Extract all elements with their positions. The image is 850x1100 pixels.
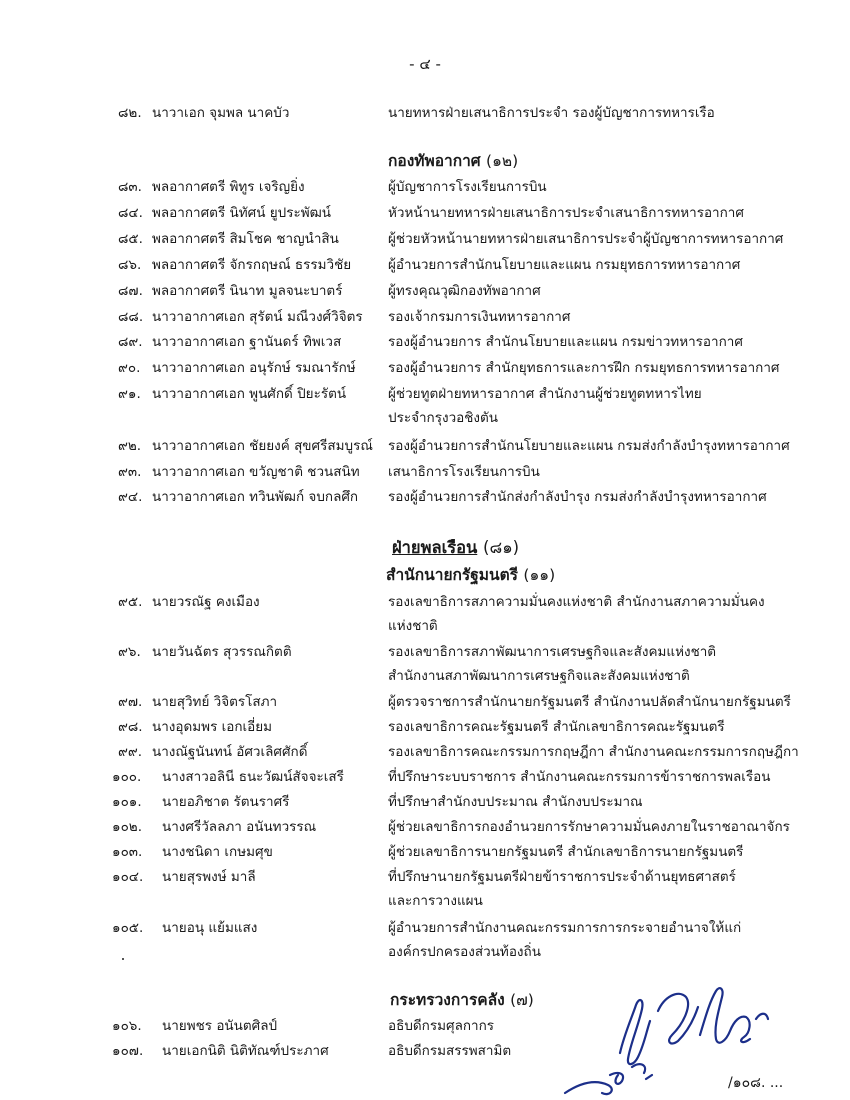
item-number: ๙๖. (118, 644, 141, 660)
position-title: ผู้อำนวยการสำนักงานคณะกรรมการการกระจายอำนาจให้แก่ (388, 920, 742, 936)
person-name: นายวันฉัตร สุวรรณกิตติ (152, 644, 292, 660)
position-title-continued: ประจำกรุงวอชิงตัน (388, 410, 499, 426)
item-number: ๑๐๒. (112, 819, 142, 835)
person-name: นายสุวิทย์ วิจิตรโสภา (152, 694, 278, 710)
next-page-marker: /๑๐๘. ... (728, 1075, 784, 1091)
section-title: สำนักนายกรัฐมนตรี (386, 566, 518, 584)
section-title: ฝ่ายพลเรือน (392, 538, 478, 557)
section-count: (๘๑) (483, 538, 520, 557)
person-name: นาวาอากาศเอก พูนศักดิ์ ปิยะรัตน์ (152, 386, 347, 402)
person-name: พลอากาศตรี นินาท มูลจนะบาตร์ (152, 283, 343, 299)
position-title: ผู้ทรงคุณวุฒิกองทัพอากาศ (388, 283, 541, 299)
section-title: กระทรวงการคลัง (390, 991, 505, 1009)
position-title: อธิบดีกรมสรรพสามิต (388, 1043, 512, 1059)
position-title: รองเลขาธิการสภาพัฒนาการเศรษฐกิจและสังคมแห่งชาติ (388, 644, 717, 660)
section-count: (๑๒) (486, 152, 519, 170)
section-count: (๗) (510, 991, 534, 1009)
item-number: ๑๐๖. (112, 1018, 142, 1034)
item-number: ๙๘. (118, 719, 143, 735)
item-number: ๙๓. (118, 464, 142, 480)
item-number: ๙๔. (118, 489, 143, 505)
position-title: รองเลขาธิการคณะรัฐมนตรี สำนักเลขาธิการคณะรัฐมนตรี (388, 719, 725, 735)
section-count: (๑๑) (523, 566, 556, 584)
section-title: กองทัพอากาศ (388, 152, 481, 170)
item-number: ๙๗. (118, 694, 143, 710)
position-title: รองเลขาธิการคณะกรรมการกฤษฎีกา สำนักงานคณะกรรมการกฤษฎีกา (388, 744, 799, 760)
person-name: นางอุดมพร เอกเอี่ยม (152, 719, 273, 735)
position-title: ผู้ช่วยเลขาธิการกองอำนวยการรักษาความมั่นคงภายในราชอาณาจักร (388, 819, 790, 835)
position-title: ที่ปรึกษาระบบราชการ สำนักงานคณะกรรมการข้าราชการพลเรือน (388, 769, 771, 785)
position-title: ที่ปรึกษานายกรัฐมนตรีฝ่ายข้าราชการประจำด้านยุทธศาสตร์ (388, 869, 736, 885)
position-title: ผู้ตรวจราชการสำนักนายกรัฐมนตรี สำนักงานปลัดสำนักนายกรัฐมนตรี (388, 694, 791, 710)
item-number: ๑๐๔. (112, 869, 144, 885)
position-title: รองผู้อำนวยการสำนักส่งกำลังบำรุง กรมส่งกำลังบำรุงทหารอากาศ (388, 489, 767, 505)
position-title-continued: สำนักงานสภาพัฒนาการเศรษฐกิจและสังคมแห่งชาติ (388, 668, 690, 684)
page-number: - ๔ - (409, 55, 441, 73)
item-number: ๙๑. (118, 386, 141, 402)
item-number: ๑๐๗. (112, 1043, 144, 1059)
item-number: ๙๒. (118, 438, 142, 454)
person-name: นาวาอากาศเอก อนุรักษ์ รมณารักษ์ (152, 360, 356, 376)
position-title: ผู้ช่วยเลขาธิการนายกรัฐมนตรี สำนักเลขาธิการนายกรัฐมนตรี (388, 844, 744, 860)
person-name: พลอากาศตรี นิทัศน์ ยูประพัฒน์ (152, 205, 332, 221)
position-title: รองเลขาธิการสภาความมั่นคงแห่งชาติ สำนักงานสภาความมั่นคง (388, 594, 765, 610)
item-number: ๘๔. (118, 205, 143, 221)
position-title: รองผู้อำนวยการ สำนักยุทธการและการฝึก กรมยุทธการทหารอากาศ (388, 360, 780, 376)
position-title: รองผู้อำนวยการ สำนักนโยบายและแผน กรมข่าวทหารอากาศ (388, 334, 743, 350)
section-heading-finance (390, 987, 534, 1012)
person-name: พลอากาศตรี จักรกฤษณ์ ธรรมวิชัย (152, 257, 352, 273)
person-name: นางณัฐนันทน์ อัศวเลิศศักดิ์ (152, 744, 308, 760)
person-name: นาวาอากาศเอก ฐานันดร์ ทิพเวส (152, 334, 342, 350)
item-number: ๙๐. (118, 360, 141, 376)
person-name: นายอนุ แย้มแสง (162, 920, 258, 936)
person-name: นายวรณัฐ คงเมือง (152, 594, 260, 610)
position-title: เสนาธิการโรงเรียนการบิน (388, 464, 540, 480)
person-name: นาวาอากาศเอก ชัยยงค์ สุขศรีสมบูรณ์ (152, 438, 373, 454)
position-title: ที่ปรึกษาสำนักงบประมาณ สำนักงบประมาณ (388, 794, 643, 810)
item-number: ๙๙. (118, 744, 143, 760)
item-number: ๑๐๑. (112, 794, 142, 810)
position-title: รองผู้อำนวยการสำนักนโยบายและแผน กรมส่งกำลังบำรุงทหารอากาศ (388, 438, 790, 454)
position-title: หัวหน้านายทหารฝ่ายเสนาธิการประจำเสนาธิการทหารอากาศ (388, 205, 744, 221)
person-name: นายพชร อนันตศิลป์ (162, 1018, 278, 1034)
person-name: นายสุรพงษ์ มาลี (162, 869, 256, 885)
person-name: นาวาอากาศเอก ขวัญชาติ ชวนสนิท (152, 464, 360, 480)
person-name: นางชนิดา เกษมศุข (162, 844, 273, 860)
position-title: รองเจ้ากรมการเงินทหารอากาศ (388, 309, 571, 325)
position-title: ผู้ช่วยทูตฝ่ายทหารอากาศ สำนักงานผู้ช่วยทูตทหารไทย (388, 386, 702, 402)
item-number: ๑๐๕. (112, 920, 144, 936)
item-number: ๘๙. (118, 334, 143, 350)
position-title: นายทหารฝ่ายเสนาธิการประจำ รองผู้บัญชาการทหารเรือ (388, 105, 715, 121)
person-name: พลอากาศตรี พิทูร เจริญยิ่ง (152, 179, 305, 195)
item-number: ๘๖. (118, 257, 142, 273)
position-title-continued: องค์กรปกครองส่วนท้องถิ่น (388, 944, 541, 960)
item-number: ๘๘. (118, 309, 144, 325)
position-title: อธิบดีกรมศุลกากร (388, 1018, 495, 1034)
section-heading-airforce (388, 148, 518, 173)
position-title: ผู้อำนวยการสำนักนโยบายและแผน กรมยุทธการทหารอากาศ (388, 257, 741, 273)
position-title: ผู้ช่วยหัวหน้านายทหารฝ่ายเสนาธิการประจำผู้บัญชาการทหารอากาศ (388, 231, 784, 247)
item-number: ๘๕. (118, 231, 143, 247)
section-heading-pmo (386, 562, 555, 587)
item-number: ๑๐๓. (112, 844, 143, 860)
position-title-continued: แห่งชาติ (388, 618, 438, 634)
person-name: นาวาอากาศเอก สุรัตน์ มณีวงศ์วิจิตร (152, 309, 363, 325)
item-number: ๘๓. (118, 179, 142, 195)
person-name: นายเอกนิติ นิติทัณฑ์ประภาศ (162, 1043, 329, 1059)
scan-speck (122, 958, 124, 960)
position-title: ผู้บัญชาการโรงเรียนการบิน (388, 179, 547, 195)
person-name: พลอากาศตรี สิมโชค ชาญนำสิน (152, 231, 339, 247)
person-name: นายอภิชาต รัตนราศรี (162, 794, 290, 810)
position-title-continued: และการวางแผน (388, 893, 483, 909)
person-name: นาวาอากาศเอก ทวินพัฒก์ จบกลศึก (152, 489, 359, 505)
person-name: นาวาเอก จุมพล นาคบัว (152, 105, 290, 121)
item-number: ๙๕. (118, 594, 143, 610)
person-name: นางศรีวัลลภา อนันทวรรณ (162, 819, 317, 835)
item-number: ๘๒. (118, 105, 142, 121)
item-number: ๑๐๐. (112, 769, 142, 785)
item-number: ๘๗. (118, 283, 143, 299)
person-name: นางสาวอลินี ธนะวัฒน์สัจจะเสรี (162, 769, 344, 785)
section-heading-civilian (392, 535, 519, 561)
